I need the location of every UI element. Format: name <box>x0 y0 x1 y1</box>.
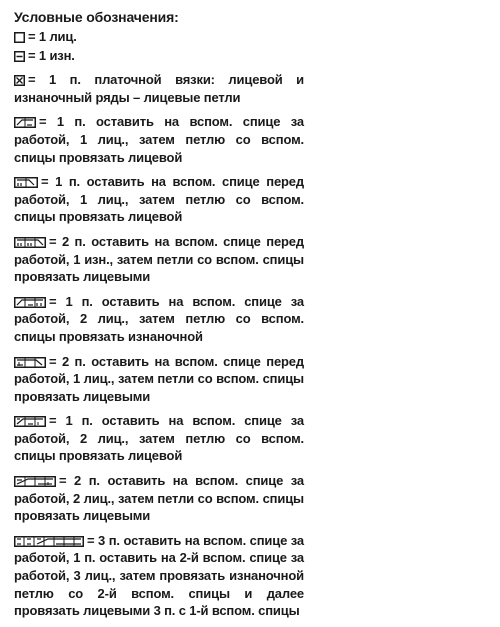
legend-entry-text: = 3 п. оставить на вспом. спице за работой, 1 п. оставить на 2-й вспом. спице за работой, 3 лиц., затем провязать изнаночной петлю со 2-й вспом. спицы и далее провязать лицевыми 3 п. с 1-й вспом. спицы <box>14 532 304 619</box>
legend-entry <box>14 532 304 620</box>
legend-entry-text: = 1 п. платочной вязки: лицевой и изнаночный ряды – лицевые петли <box>14 72 304 105</box>
cable-3-1-3-symbol-icon <box>14 536 84 547</box>
legend-entry-text: = 1 п. оставить на вспом. спице перед работой, 1 лиц., затем петлю со вспом. спицы провязать лицевой <box>14 174 304 225</box>
cable-1-1-back-symbol-icon <box>14 117 36 128</box>
legend-entry-text: = 2 п. оставить на вспом. спице перед работой, 1 изн., затем петли со вспом. спицы провязать лицевыми <box>14 233 304 285</box>
cable-2-1-back-purl-symbol-icon <box>14 297 46 308</box>
legend-entry-text: = 2 п. оставить на вспом. спице за работой, 2 лиц., затем петли со вспом. спицы провязать лицевыми <box>14 473 304 524</box>
knit-stitch-symbol-icon <box>14 32 25 43</box>
legend-entry <box>14 233 304 286</box>
garter-stitch-symbol-icon <box>14 75 25 86</box>
legend-entry <box>14 353 304 406</box>
legend-entry <box>14 47 304 65</box>
legend-entry-text: = 2 п. оставить на вспом. спице перед работой, 1 лиц., затем петли со вспом. спицы провязать лицевыми <box>14 353 304 404</box>
legend-entry-text: = 1 лиц. <box>28 29 77 44</box>
legend-entry-text: = 1 п. оставить на вспом. спице за работой, 2 лиц., затем петлю со вспом. спицы провязать лицевой <box>14 413 304 464</box>
legend-entry-text: = 1 п. оставить на вспом. спице за работой, 2 лиц., затем петлю со вспом. спицы провязать изнаночной <box>14 293 304 344</box>
legend-entry <box>14 71 304 106</box>
purl-stitch-symbol-icon <box>14 51 25 62</box>
cable-2-1-back-symbol-icon <box>14 416 46 427</box>
legend-entry <box>14 472 304 525</box>
legend-entry <box>14 28 304 46</box>
legend-entry-text: = 1 п. оставить на вспом. спице за работой, 1 лиц., затем петлю со вспом. спицы провязать лицевой <box>14 114 304 165</box>
legend-entry <box>14 293 304 346</box>
legend-entry <box>14 412 304 465</box>
legend-title: Условные обозначения: <box>14 9 179 25</box>
legend-entry <box>14 113 304 166</box>
legend-entry <box>14 173 304 226</box>
cable-2-1-front-purl-symbol-icon <box>14 237 46 248</box>
cable-2-1-front-symbol-icon <box>14 357 46 368</box>
legend-entry-text: = 1 изн. <box>28 47 75 63</box>
cable-1-1-front-symbol-icon <box>14 177 38 188</box>
cable-2-2-back-symbol-icon <box>14 476 56 487</box>
knitting-legend <box>14 8 304 627</box>
